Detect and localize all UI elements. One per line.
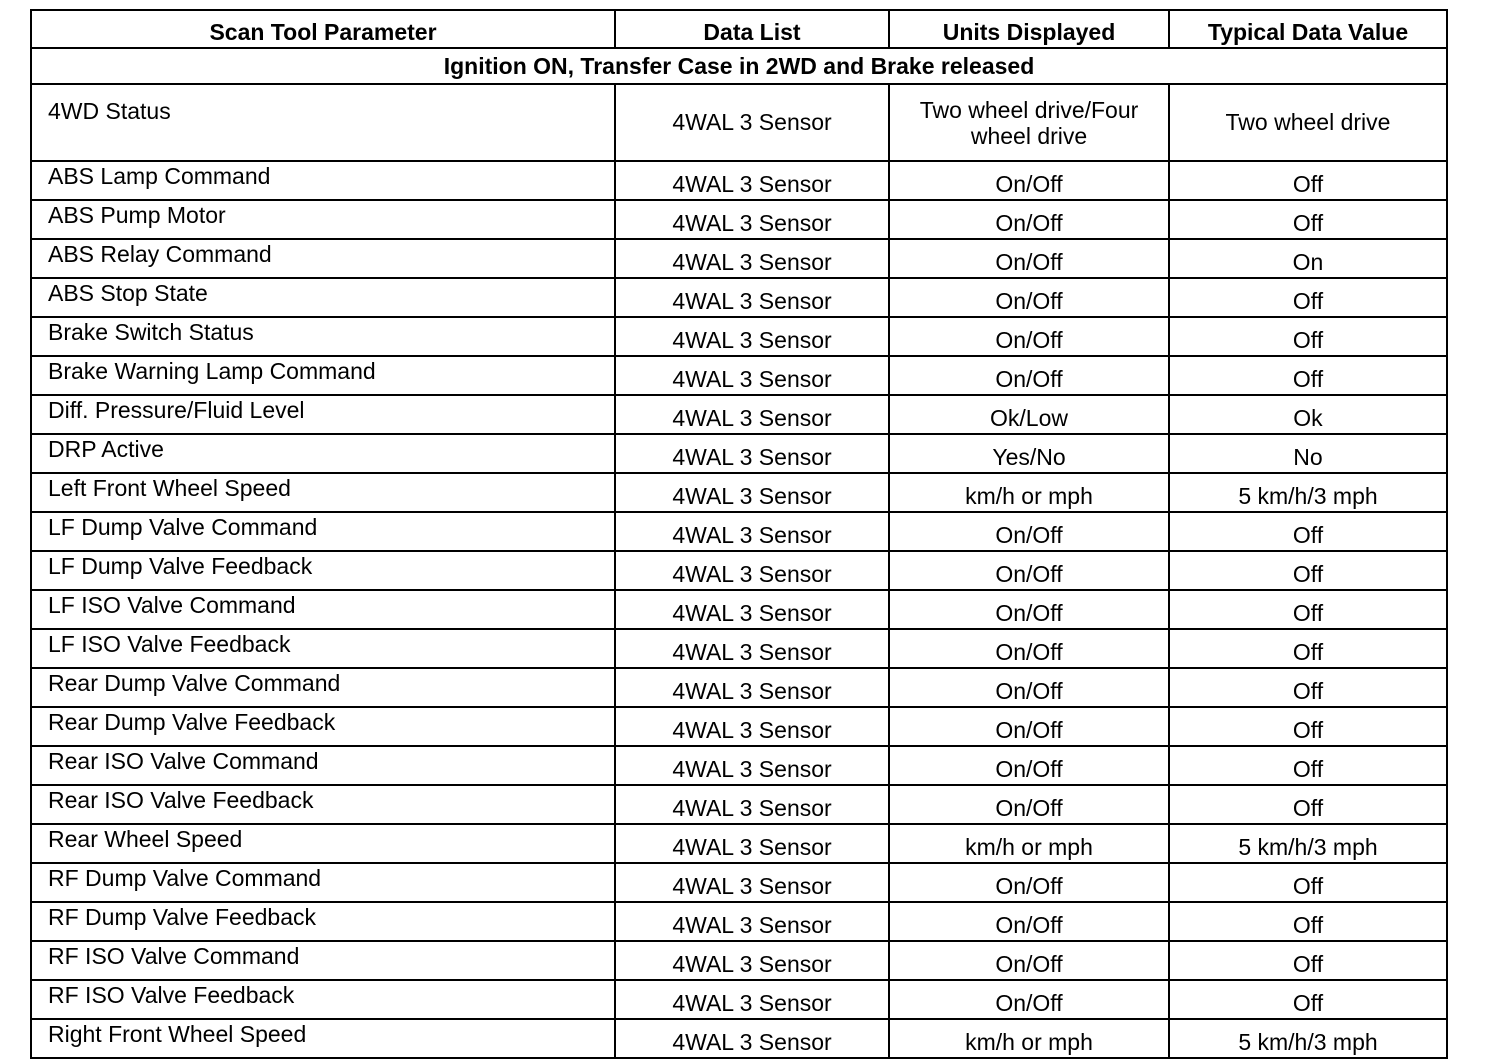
- units-cell: km/h or mph: [889, 824, 1169, 863]
- typical-value-cell: Off: [1169, 590, 1447, 629]
- typical-value-cell: Off: [1169, 512, 1447, 551]
- data-list-cell: 4WAL 3 Sensor: [615, 395, 889, 434]
- typical-value-cell: Off: [1169, 629, 1447, 668]
- typical-value-cell: On: [1169, 239, 1447, 278]
- data-list-cell: 4WAL 3 Sensor: [615, 317, 889, 356]
- data-list-cell: 4WAL 3 Sensor: [615, 863, 889, 902]
- typical-value-cell: Off: [1169, 863, 1447, 902]
- units-cell: Ok/Low: [889, 395, 1169, 434]
- units-cell: On/Off: [889, 317, 1169, 356]
- table-row: [31, 317, 1447, 356]
- scan-tool-data-sheet: [30, 9, 1446, 1059]
- table-row: [31, 668, 1447, 707]
- units-cell: On/Off: [889, 161, 1169, 200]
- parameter-cell: Rear ISO Valve Command: [31, 746, 615, 785]
- typical-value-cell: Off: [1169, 551, 1447, 590]
- header-scan-tool-parameter: Scan Tool Parameter: [31, 10, 615, 48]
- units-cell: On/Off: [889, 707, 1169, 746]
- data-list-cell: 4WAL 3 Sensor: [615, 629, 889, 668]
- units-cell: On/Off: [889, 863, 1169, 902]
- units-cell: On/Off: [889, 902, 1169, 941]
- parameter-cell: Brake Switch Status: [31, 317, 615, 356]
- data-list-cell: 4WAL 3 Sensor: [615, 161, 889, 200]
- data-list-cell: 4WAL 3 Sensor: [615, 785, 889, 824]
- units-cell: km/h or mph: [889, 473, 1169, 512]
- table-row: [31, 902, 1447, 941]
- typical-value-cell: Off: [1169, 941, 1447, 980]
- units-cell: km/h or mph: [889, 1019, 1169, 1058]
- data-list-cell: 4WAL 3 Sensor: [615, 473, 889, 512]
- units-cell: On/Off: [889, 278, 1169, 317]
- units-cell: On/Off: [889, 668, 1169, 707]
- parameter-cell: RF Dump Valve Feedback: [31, 902, 615, 941]
- table-row: [31, 84, 1447, 161]
- table-header-row: [31, 10, 1447, 48]
- table-row: [31, 980, 1447, 1019]
- units-cell: On/Off: [889, 356, 1169, 395]
- table-row: [31, 707, 1447, 746]
- parameter-cell: LF ISO Valve Feedback: [31, 629, 615, 668]
- parameter-cell: RF ISO Valve Feedback: [31, 980, 615, 1019]
- parameter-cell: Rear Wheel Speed: [31, 824, 615, 863]
- typical-value-cell: Off: [1169, 980, 1447, 1019]
- typical-value-cell: 5 km/h/3 mph: [1169, 824, 1447, 863]
- table-row: [31, 590, 1447, 629]
- typical-value-cell: Off: [1169, 161, 1447, 200]
- typical-value-cell: 5 km/h/3 mph: [1169, 473, 1447, 512]
- table-row: [31, 395, 1447, 434]
- data-list-cell: 4WAL 3 Sensor: [615, 668, 889, 707]
- data-list-cell: 4WAL 3 Sensor: [615, 512, 889, 551]
- parameter-cell: Left Front Wheel Speed: [31, 473, 615, 512]
- typical-value-cell: Off: [1169, 356, 1447, 395]
- table-row: [31, 1019, 1447, 1058]
- data-list-cell: 4WAL 3 Sensor: [615, 590, 889, 629]
- table-row: [31, 161, 1447, 200]
- data-list-cell: 4WAL 3 Sensor: [615, 239, 889, 278]
- units-cell: On/Off: [889, 551, 1169, 590]
- parameter-cell: ABS Relay Command: [31, 239, 615, 278]
- header-typical-data-value: Typical Data Value: [1169, 10, 1447, 48]
- table-row: [31, 551, 1447, 590]
- units-cell: On/Off: [889, 590, 1169, 629]
- data-list-cell: 4WAL 3 Sensor: [615, 1019, 889, 1058]
- parameter-cell: ABS Lamp Command: [31, 161, 615, 200]
- parameter-cell: LF ISO Valve Command: [31, 590, 615, 629]
- data-list-cell: 4WAL 3 Sensor: [615, 746, 889, 785]
- data-list-cell: 4WAL 3 Sensor: [615, 200, 889, 239]
- parameter-cell: LF Dump Valve Feedback: [31, 551, 615, 590]
- typical-value-cell: No: [1169, 434, 1447, 473]
- typical-value-cell: Ok: [1169, 395, 1447, 434]
- parameter-cell: ABS Stop State: [31, 278, 615, 317]
- scan-tool-data-table: [30, 9, 1448, 1059]
- table-row: [31, 473, 1447, 512]
- units-cell: Yes/No: [889, 434, 1169, 473]
- condition-row: [31, 48, 1447, 84]
- parameter-cell: LF Dump Valve Command: [31, 512, 615, 551]
- typical-value-cell: 5 km/h/3 mph: [1169, 1019, 1447, 1058]
- data-list-cell: 4WAL 3 Sensor: [615, 941, 889, 980]
- table-row: [31, 785, 1447, 824]
- table-row: [31, 863, 1447, 902]
- data-list-cell: 4WAL 3 Sensor: [615, 824, 889, 863]
- parameter-cell: RF Dump Valve Command: [31, 863, 615, 902]
- typical-value-cell: Off: [1169, 785, 1447, 824]
- parameter-cell: Rear Dump Valve Command: [31, 668, 615, 707]
- data-list-cell: 4WAL 3 Sensor: [615, 551, 889, 590]
- units-cell: On/Off: [889, 512, 1169, 551]
- typical-value-cell: Off: [1169, 200, 1447, 239]
- units-cell: On/Off: [889, 200, 1169, 239]
- header-data-list: Data List: [615, 10, 889, 48]
- data-list-cell: 4WAL 3 Sensor: [615, 356, 889, 395]
- typical-value-cell: Off: [1169, 317, 1447, 356]
- table-row: [31, 200, 1447, 239]
- table-row: [31, 824, 1447, 863]
- parameter-cell: RF ISO Valve Command: [31, 941, 615, 980]
- data-list-cell: 4WAL 3 Sensor: [615, 707, 889, 746]
- table-row: [31, 746, 1447, 785]
- parameter-cell: Rear Dump Valve Feedback: [31, 707, 615, 746]
- typical-value-cell: Off: [1169, 278, 1447, 317]
- typical-value-cell: Two wheel drive: [1169, 84, 1447, 161]
- data-list-cell: 4WAL 3 Sensor: [615, 434, 889, 473]
- table-row: [31, 239, 1447, 278]
- typical-value-cell: Off: [1169, 902, 1447, 941]
- table-row: [31, 512, 1447, 551]
- data-list-cell: 4WAL 3 Sensor: [615, 278, 889, 317]
- table-row: [31, 278, 1447, 317]
- header-units-displayed: Units Displayed: [889, 10, 1169, 48]
- typical-value-cell: Off: [1169, 668, 1447, 707]
- parameter-cell: 4WD Status: [31, 84, 615, 161]
- data-list-cell: 4WAL 3 Sensor: [615, 980, 889, 1019]
- units-cell: On/Off: [889, 746, 1169, 785]
- units-cell: On/Off: [889, 629, 1169, 668]
- typical-value-cell: Off: [1169, 707, 1447, 746]
- parameter-cell: Brake Warning Lamp Command: [31, 356, 615, 395]
- parameter-cell: Rear ISO Valve Feedback: [31, 785, 615, 824]
- units-cell: On/Off: [889, 980, 1169, 1019]
- table-row: [31, 629, 1447, 668]
- parameter-cell: Right Front Wheel Speed: [31, 1019, 615, 1058]
- data-list-cell: 4WAL 3 Sensor: [615, 902, 889, 941]
- units-cell: On/Off: [889, 785, 1169, 824]
- table-row: [31, 941, 1447, 980]
- parameter-cell: Diff. Pressure/Fluid Level: [31, 395, 615, 434]
- typical-value-cell: Off: [1169, 746, 1447, 785]
- units-cell: On/Off: [889, 941, 1169, 980]
- table-row: [31, 356, 1447, 395]
- data-list-cell: 4WAL 3 Sensor: [615, 84, 889, 161]
- parameter-cell: ABS Pump Motor: [31, 200, 615, 239]
- table-row: [31, 434, 1447, 473]
- units-cell: Two wheel drive/Four wheel drive: [889, 84, 1169, 161]
- test-condition: Ignition ON, Transfer Case in 2WD and Brake released: [31, 48, 1447, 84]
- parameter-cell: DRP Active: [31, 434, 615, 473]
- units-cell: On/Off: [889, 239, 1169, 278]
